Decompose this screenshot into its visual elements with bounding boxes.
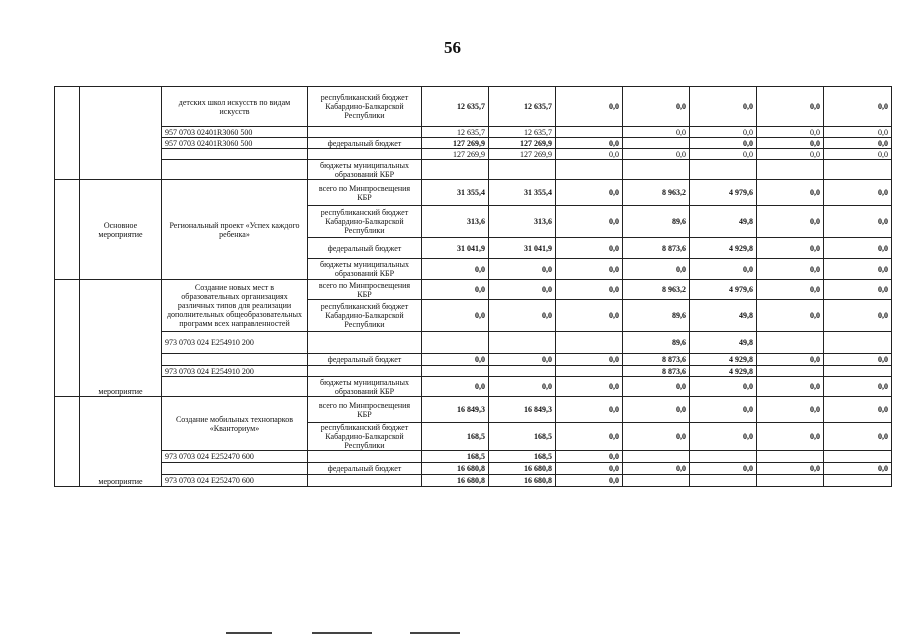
value-cell <box>690 475 757 487</box>
funding-source-cell <box>308 475 422 487</box>
value-cell: 0,0 <box>556 451 623 463</box>
value-cell: 0,0 <box>824 397 892 423</box>
funding-source-cell: всего по Минпросвещения КБР <box>308 180 422 206</box>
value-cell: 0,0 <box>556 180 623 206</box>
funding-source-cell: республиканский бюджет Кабардино-Балкарской Республики <box>308 423 422 451</box>
value-cell <box>556 127 623 138</box>
value-cell: 0,0 <box>757 259 824 280</box>
event-name-cell: детских школ искусств по видам искусств <box>162 87 308 127</box>
value-cell: 16 849,3 <box>489 397 556 423</box>
value-cell: 8 963,2 <box>623 180 690 206</box>
value-cell: 168,5 <box>489 423 556 451</box>
value-cell <box>489 160 556 180</box>
value-cell: 0,0 <box>489 280 556 300</box>
value-cell: 0,0 <box>422 300 489 332</box>
value-cell: 12 635,7 <box>422 127 489 138</box>
value-cell: 127 269,9 <box>489 149 556 160</box>
value-cell: 8 873,6 <box>623 354 690 366</box>
value-cell: 0,0 <box>556 423 623 451</box>
value-cell: 0,0 <box>556 149 623 160</box>
value-cell <box>422 332 489 354</box>
value-cell: 0,0 <box>623 149 690 160</box>
table-row <box>55 354 892 366</box>
value-cell: 0,0 <box>690 423 757 451</box>
value-cell: 0,0 <box>690 259 757 280</box>
table-row <box>55 87 892 127</box>
value-cell: 0,0 <box>824 423 892 451</box>
value-cell: 0,0 <box>556 397 623 423</box>
value-cell: 0,0 <box>690 127 757 138</box>
value-cell <box>489 332 556 354</box>
value-cell: 31 041,9 <box>489 238 556 259</box>
value-cell: 0,0 <box>824 259 892 280</box>
value-cell: 0,0 <box>623 463 690 475</box>
funding-source-cell: федеральный бюджет <box>308 138 422 149</box>
value-cell: 0,0 <box>757 423 824 451</box>
table-row <box>55 180 892 206</box>
value-cell <box>690 160 757 180</box>
value-cell <box>824 475 892 487</box>
table-row <box>55 377 892 397</box>
value-cell: 0,0 <box>556 138 623 149</box>
value-cell: 8 873,6 <box>623 366 690 377</box>
value-cell: 0,0 <box>422 259 489 280</box>
table-row <box>55 332 892 354</box>
value-cell: 89,6 <box>623 206 690 238</box>
value-cell: 31 355,4 <box>422 180 489 206</box>
value-cell: 0,0 <box>757 138 824 149</box>
budget-code-cell: 973 0703 024 E252470 600 <box>162 475 308 487</box>
value-cell: 16 849,3 <box>422 397 489 423</box>
event-name-cell: Региональный проект «Успех каждого ребенка» <box>162 180 308 280</box>
value-cell: 0,0 <box>690 87 757 127</box>
value-cell: 127 269,9 <box>489 138 556 149</box>
funding-source-cell: республиканский бюджет Кабардино-Балкарской Республики <box>308 87 422 127</box>
value-cell: 127 269,9 <box>422 149 489 160</box>
value-cell: 0,0 <box>824 300 892 332</box>
value-cell: 0,0 <box>824 377 892 397</box>
value-cell: 31 041,9 <box>422 238 489 259</box>
value-cell: 0,0 <box>489 354 556 366</box>
value-cell <box>824 366 892 377</box>
value-cell: 0,0 <box>690 149 757 160</box>
table-row <box>55 280 892 300</box>
funding-source-cell: федеральный бюджет <box>308 463 422 475</box>
budget-code-cell <box>162 463 308 475</box>
table-row <box>55 160 892 180</box>
value-cell: 0,0 <box>757 127 824 138</box>
value-cell: 4 929,8 <box>690 354 757 366</box>
value-cell: 0,0 <box>757 87 824 127</box>
value-cell: 0,0 <box>690 463 757 475</box>
budget-table-body <box>55 87 892 487</box>
table-row <box>55 463 892 475</box>
value-cell <box>757 475 824 487</box>
value-cell: 0,0 <box>623 377 690 397</box>
signature-line <box>312 632 372 634</box>
funding-source-cell: республиканский бюджет Кабардино-Балкарской Республики <box>308 206 422 238</box>
funding-source-cell: бюджеты муниципальных образований КБР <box>308 259 422 280</box>
value-cell: 16 680,8 <box>489 463 556 475</box>
event-name-cell: Создание мобильных технопарков «Кванториум» <box>162 397 308 451</box>
value-cell: 89,6 <box>623 332 690 354</box>
funding-source-cell <box>308 451 422 463</box>
value-cell: 0,0 <box>824 127 892 138</box>
value-cell: 4 929,8 <box>690 366 757 377</box>
value-cell <box>556 366 623 377</box>
value-cell: 0,0 <box>623 397 690 423</box>
value-cell: 0,0 <box>556 280 623 300</box>
value-cell: 0,0 <box>422 377 489 397</box>
budget-code-cell: 973 0703 024 E254910 200 <box>162 366 308 377</box>
budget-code-cell: 973 0703 024 E252470 600 <box>162 451 308 463</box>
signature-line <box>226 632 272 634</box>
value-cell: 16 680,8 <box>489 475 556 487</box>
budget-code-cell: 957 0703 02401R3060 500 <box>162 138 308 149</box>
status-cell: мероприятие <box>80 280 162 397</box>
blank-cell <box>55 180 80 280</box>
value-cell: 0,0 <box>757 238 824 259</box>
blank-cell <box>55 280 80 397</box>
value-cell: 0,0 <box>824 206 892 238</box>
value-cell: 8 963,2 <box>623 280 690 300</box>
value-cell <box>824 332 892 354</box>
value-cell: 4 979,6 <box>690 180 757 206</box>
value-cell <box>757 366 824 377</box>
value-cell <box>556 332 623 354</box>
table-row <box>55 475 892 487</box>
value-cell: 0,0 <box>757 300 824 332</box>
value-cell: 0,0 <box>556 238 623 259</box>
value-cell: 127 269,9 <box>422 138 489 149</box>
table-row <box>55 138 892 149</box>
value-cell <box>757 451 824 463</box>
funding-source-cell: федеральный бюджет <box>308 238 422 259</box>
blank-cell <box>55 87 80 180</box>
value-cell: 0,0 <box>757 180 824 206</box>
value-cell: 49,8 <box>690 332 757 354</box>
value-cell <box>757 332 824 354</box>
value-cell: 0,0 <box>757 397 824 423</box>
value-cell: 0,0 <box>556 300 623 332</box>
value-cell <box>422 160 489 180</box>
status-cell: мероприятие <box>80 397 162 487</box>
table-row <box>55 451 892 463</box>
value-cell: 0,0 <box>757 280 824 300</box>
value-cell: 0,0 <box>690 138 757 149</box>
value-cell: 0,0 <box>690 377 757 397</box>
value-cell: 0,0 <box>757 463 824 475</box>
value-cell: 0,0 <box>489 300 556 332</box>
value-cell: 4 979,6 <box>690 280 757 300</box>
value-cell <box>556 160 623 180</box>
funding-source-cell: федеральный бюджет <box>308 354 422 366</box>
status-cell <box>80 87 162 180</box>
value-cell: 0,0 <box>556 87 623 127</box>
table-row <box>55 366 892 377</box>
event-name-cell: Создание новых мест в образовательных организациях различных типов для реализации дополнительных общеобразовательных программ всех направленностей <box>162 280 308 332</box>
funding-source-cell <box>308 149 422 160</box>
value-cell: 168,5 <box>422 423 489 451</box>
value-cell: 168,5 <box>422 451 489 463</box>
value-cell: 168,5 <box>489 451 556 463</box>
value-cell: 0,0 <box>556 377 623 397</box>
value-cell: 0,0 <box>623 259 690 280</box>
value-cell: 313,6 <box>422 206 489 238</box>
table-row <box>55 397 892 423</box>
value-cell: 0,0 <box>757 354 824 366</box>
value-cell: 0,0 <box>824 280 892 300</box>
value-cell: 49,8 <box>690 206 757 238</box>
blank-cell <box>55 397 80 487</box>
value-cell: 12 635,7 <box>422 87 489 127</box>
value-cell: 16 680,8 <box>422 475 489 487</box>
value-cell: 0,0 <box>824 238 892 259</box>
value-cell: 0,0 <box>623 87 690 127</box>
value-cell: 49,8 <box>690 300 757 332</box>
value-cell <box>824 451 892 463</box>
value-cell: 0,0 <box>824 149 892 160</box>
value-cell: 12 635,7 <box>489 87 556 127</box>
value-cell: 8 873,6 <box>623 238 690 259</box>
budget-code-cell <box>162 149 308 160</box>
budget-code-cell <box>162 354 308 366</box>
value-cell: 0,0 <box>824 463 892 475</box>
funding-source-cell <box>308 127 422 138</box>
funding-source-cell <box>308 366 422 377</box>
table-row <box>55 127 892 138</box>
value-cell: 0,0 <box>556 259 623 280</box>
budget-table <box>54 86 892 487</box>
value-cell: 0,0 <box>623 127 690 138</box>
value-cell: 0,0 <box>556 475 623 487</box>
status-cell: Основное мероприятие <box>80 180 162 280</box>
value-cell <box>623 451 690 463</box>
page-number: 56 <box>444 38 461 57</box>
value-cell: 0,0 <box>690 397 757 423</box>
value-cell: 0,0 <box>757 206 824 238</box>
value-cell <box>489 366 556 377</box>
value-cell: 16 680,8 <box>422 463 489 475</box>
signature-line <box>410 632 460 634</box>
funding-source-cell: всего по Минпросвещения КБР <box>308 397 422 423</box>
budget-code-cell: 973 0703 024 E254910 200 <box>162 332 308 354</box>
budget-code-cell <box>162 377 308 397</box>
value-cell <box>623 138 690 149</box>
funding-source-cell: бюджеты муниципальных образований КБР <box>308 160 422 180</box>
value-cell: 0,0 <box>489 377 556 397</box>
budget-code-cell: 957 0703 02401R3060 500 <box>162 127 308 138</box>
value-cell: 0,0 <box>489 259 556 280</box>
value-cell: 313,6 <box>489 206 556 238</box>
value-cell: 89,6 <box>623 300 690 332</box>
value-cell: 4 929,8 <box>690 238 757 259</box>
value-cell: 0,0 <box>757 377 824 397</box>
value-cell: 0,0 <box>422 280 489 300</box>
value-cell: 0,0 <box>824 138 892 149</box>
value-cell: 0,0 <box>824 87 892 127</box>
value-cell <box>690 451 757 463</box>
funding-source-cell: республиканский бюджет Кабардино-Балкарской Республики <box>308 300 422 332</box>
funding-source-cell <box>308 332 422 354</box>
value-cell: 0,0 <box>623 423 690 451</box>
value-cell <box>757 160 824 180</box>
value-cell <box>422 366 489 377</box>
value-cell: 0,0 <box>824 180 892 206</box>
value-cell: 0,0 <box>422 354 489 366</box>
value-cell: 0,0 <box>556 206 623 238</box>
value-cell: 0,0 <box>824 354 892 366</box>
value-cell: 0,0 <box>757 149 824 160</box>
value-cell <box>824 160 892 180</box>
value-cell: 0,0 <box>556 354 623 366</box>
value-cell <box>623 475 690 487</box>
table-row <box>55 149 892 160</box>
budget-code-cell <box>162 160 308 180</box>
value-cell: 0,0 <box>556 463 623 475</box>
funding-source-cell: всего по Минпросвещения КБР <box>308 280 422 300</box>
value-cell: 31 355,4 <box>489 180 556 206</box>
value-cell <box>623 160 690 180</box>
value-cell: 12 635,7 <box>489 127 556 138</box>
funding-source-cell: бюджеты муниципальных образований КБР <box>308 377 422 397</box>
